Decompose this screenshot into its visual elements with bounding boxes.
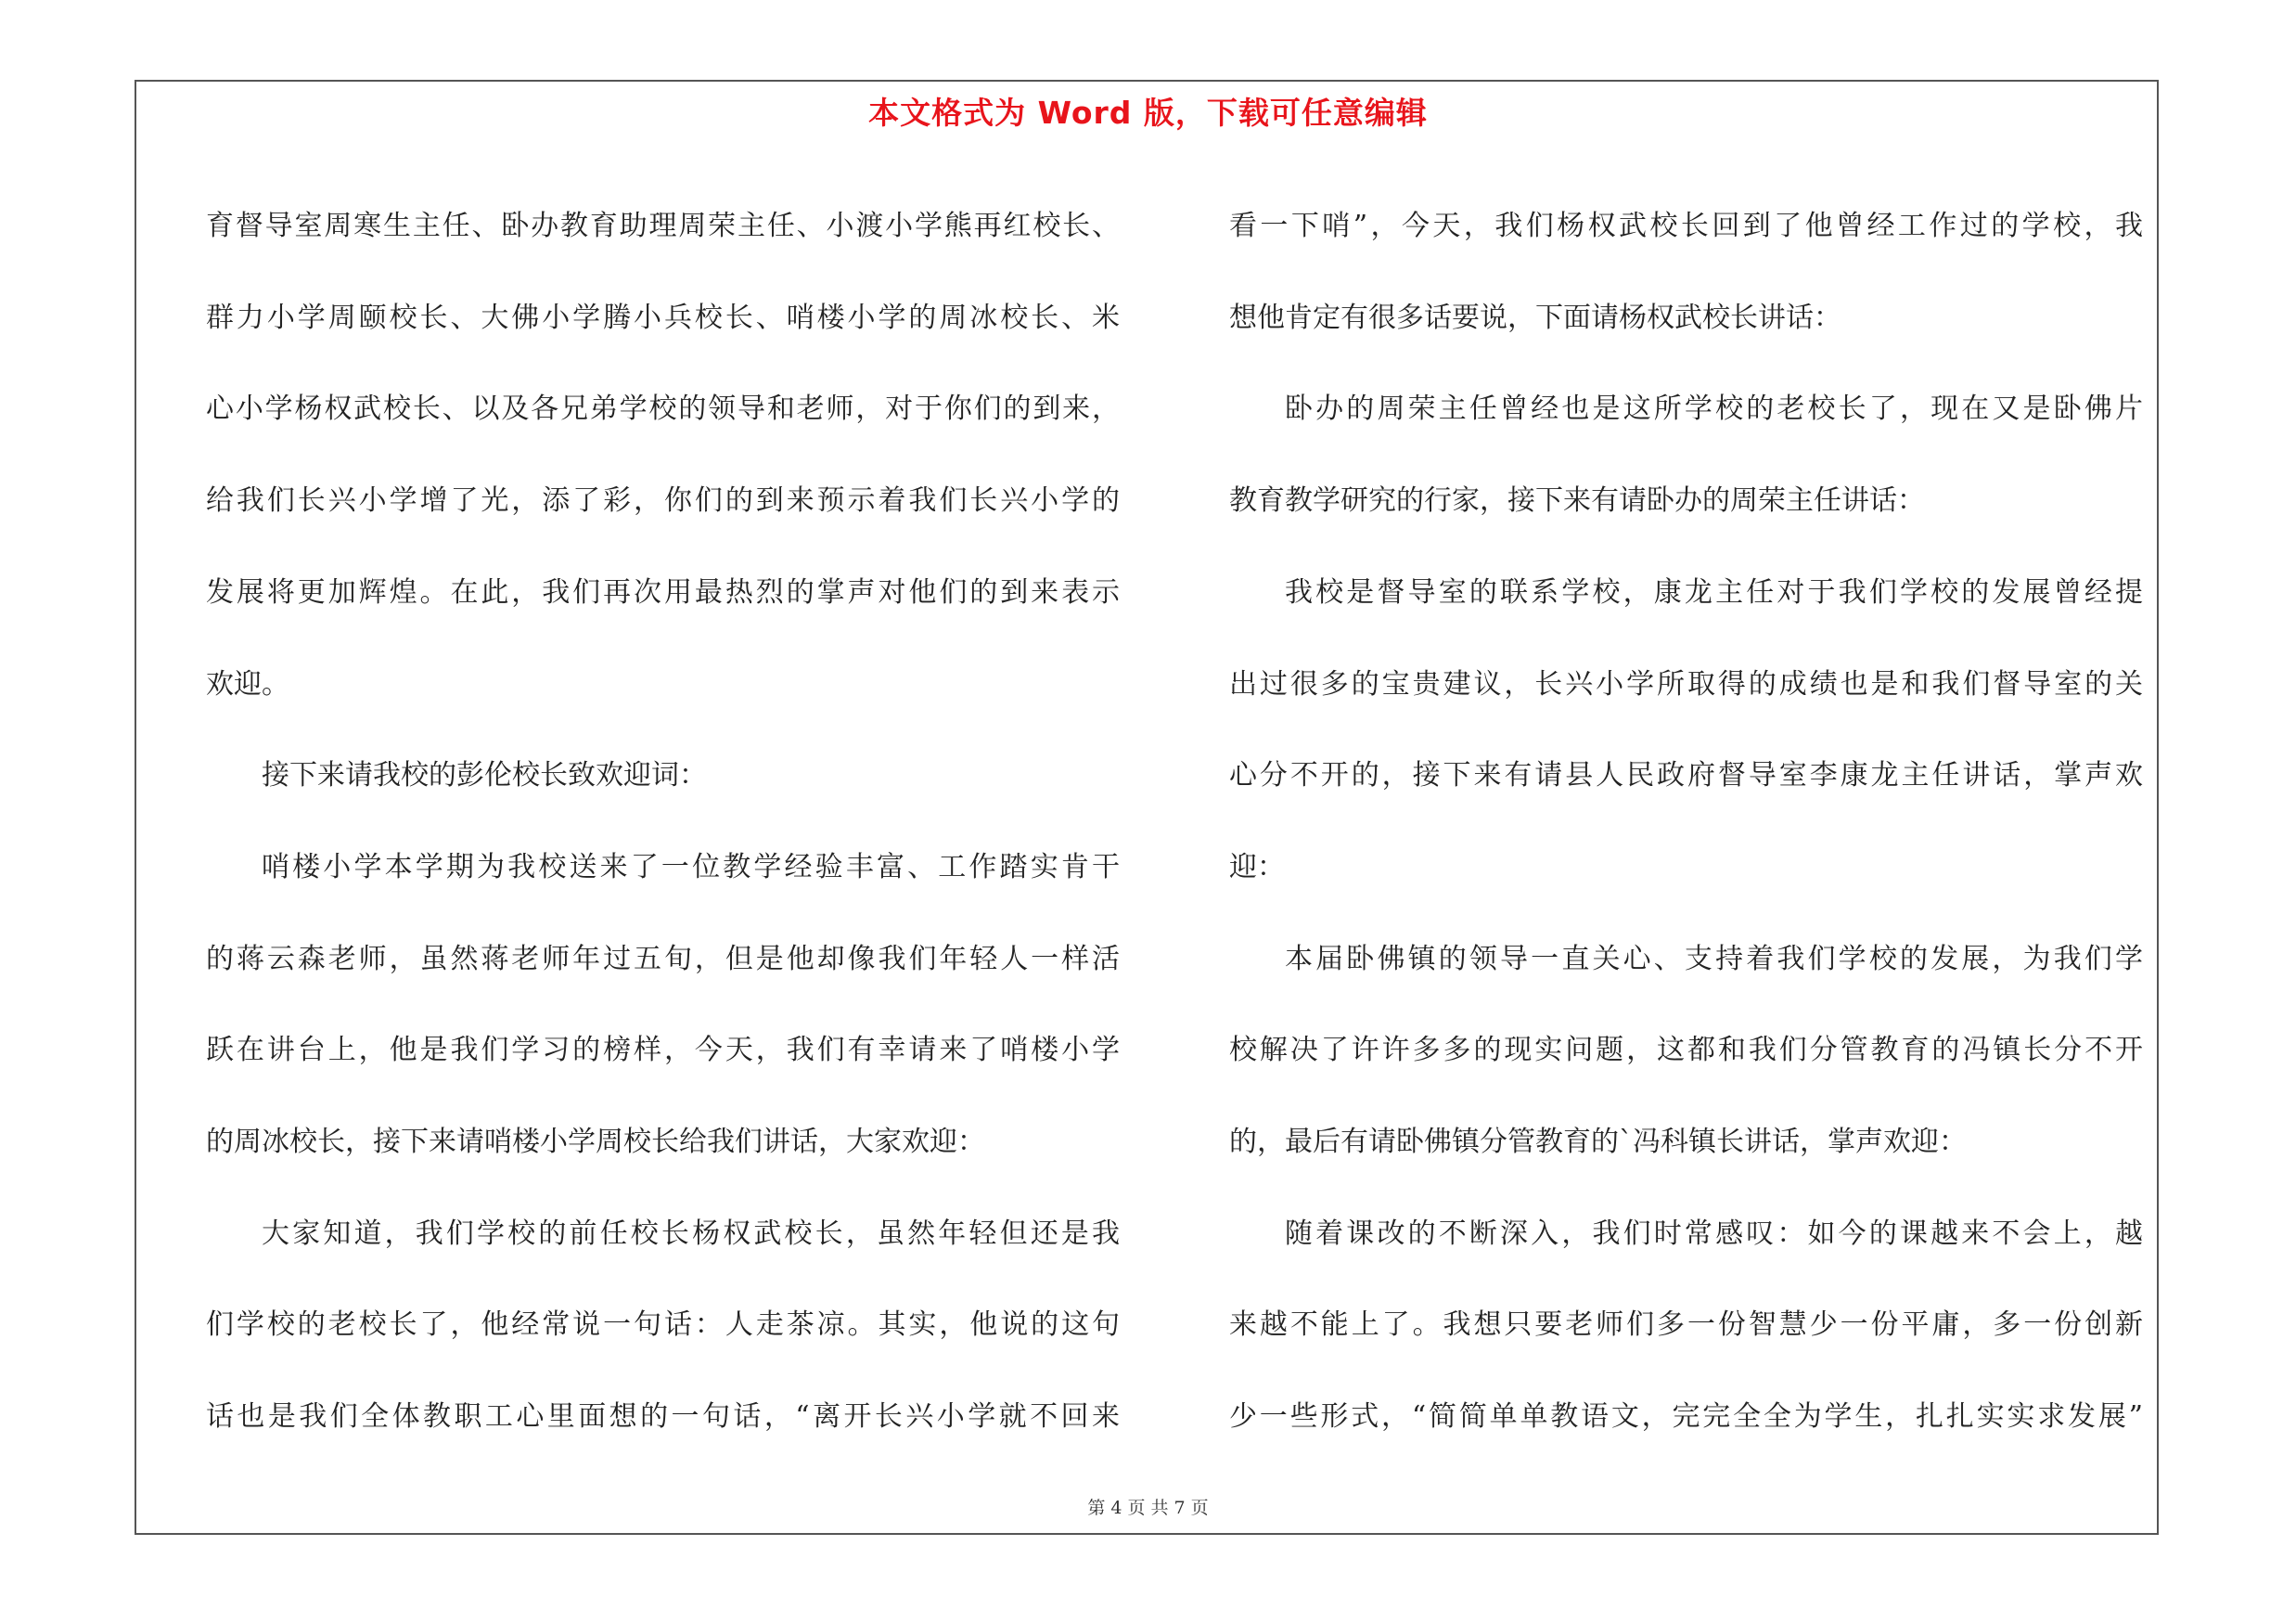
right-text-column: [1229, 181, 2143, 1463]
left-text-column: [206, 181, 1120, 1463]
text-line: 来越不能上了。我想只要老师们多一份智慧少一份平庸，多一份创新: [1229, 1308, 2143, 1342]
text-line: 们学校的老校长了，他经常说一句话：人走茶凉。其实，他说的这句: [206, 1308, 1120, 1342]
text-line: 看一下哨”，今天，我们杨权武校长回到了他曾经工作过的学校，我: [1229, 210, 2143, 242]
page-header: 本文格式为 Word 版，下载可任意编辑: [868, 95, 1428, 131]
text-line: 话也是我们全体教职工心里面想的一句话，“离开长兴小学就不回来: [206, 1400, 1120, 1434]
text-line: 发展将更加辉煌。在此，我们再次用最热烈的掌声对他们的到来表示: [206, 575, 1120, 609]
text-line: 的周冰校长，接下来请哨楼小学周校长给我们讲话，大家欢迎：: [206, 1126, 985, 1159]
text-line: 卧办的周荣主任曾经也是这所学校的老校长了，现在又是卧佛片: [1285, 393, 2143, 426]
text-line: 的蒋云森老师，虽然蒋老师年过五旬，但是他却像我们年轻人一样活: [206, 942, 1120, 975]
text-line: 哨楼小学本学期为我校送来了一位教学经验丰富、工作踏实肯干: [262, 850, 1120, 883]
text-line: 接下来请我校的彭伦校长致欢迎词：: [262, 759, 707, 792]
page-number: 第 4 页 共 7 页: [1087, 1498, 1209, 1518]
text-line: 给我们长兴小学增了光，添了彩，你们的到来预示着我们长兴小学的: [206, 484, 1120, 518]
text-line: 群力小学周颐校长、大佛小学腾小兵校长、哨楼小学的周冰校长、米: [206, 301, 1120, 334]
text-line: 育督导室周寒生主任、卧办教育助理周荣主任、小渡小学熊再红校长、: [206, 210, 1120, 242]
text-line: 少一些形式，“简简单单教语文，完完全全为学生，扎扎实实求发展”: [1229, 1400, 2143, 1434]
text-line: 想他肯定有很多话要说，下面请杨权武校长讲话：: [1229, 301, 1841, 334]
text-line: 本届卧佛镇的领导一直关心、支持着我们学校的发展，为我们学: [1285, 942, 2143, 975]
text-line: 大家知道，我们学校的前任校长杨权武校长，虽然年轻但还是我: [262, 1217, 1120, 1250]
text-line: 的，最后有请卧佛镇分管教育的`冯科镇长讲话，掌声欢迎：: [1229, 1126, 1967, 1159]
text-line: 迎：: [1229, 850, 1285, 883]
text-line: 心分不开的，接下来有请县人民政府督导室李康龙主任讲话，掌声欢: [1229, 759, 2143, 792]
text-line: 跃在讲台上，他是我们学习的榜样，今天，我们有幸请来了哨楼小学: [206, 1034, 1120, 1067]
text-line: 校解决了许许多多的现实问题，这都和我们分管教育的冯镇长分不开: [1229, 1034, 2143, 1067]
text-line: 出过很多的宝贵建议，长兴小学所取得的成绩也是和我们督导室的关: [1229, 667, 2143, 701]
text-line: 欢迎。: [206, 667, 289, 701]
text-line: 心小学杨权武校长、以及各兄弟学校的领导和老师，对于你们的到来，: [206, 393, 1120, 426]
text-line: 随着课改的不断深入，我们时常感叹：如今的课越来不会上，越: [1285, 1217, 2143, 1250]
text-line: 教育教学研究的行家，接下来有请卧办的周荣主任讲话：: [1229, 484, 1925, 518]
text-line: 我校是督导室的联系学校，康龙主任对于我们学校的发展曾经提: [1285, 575, 2143, 609]
